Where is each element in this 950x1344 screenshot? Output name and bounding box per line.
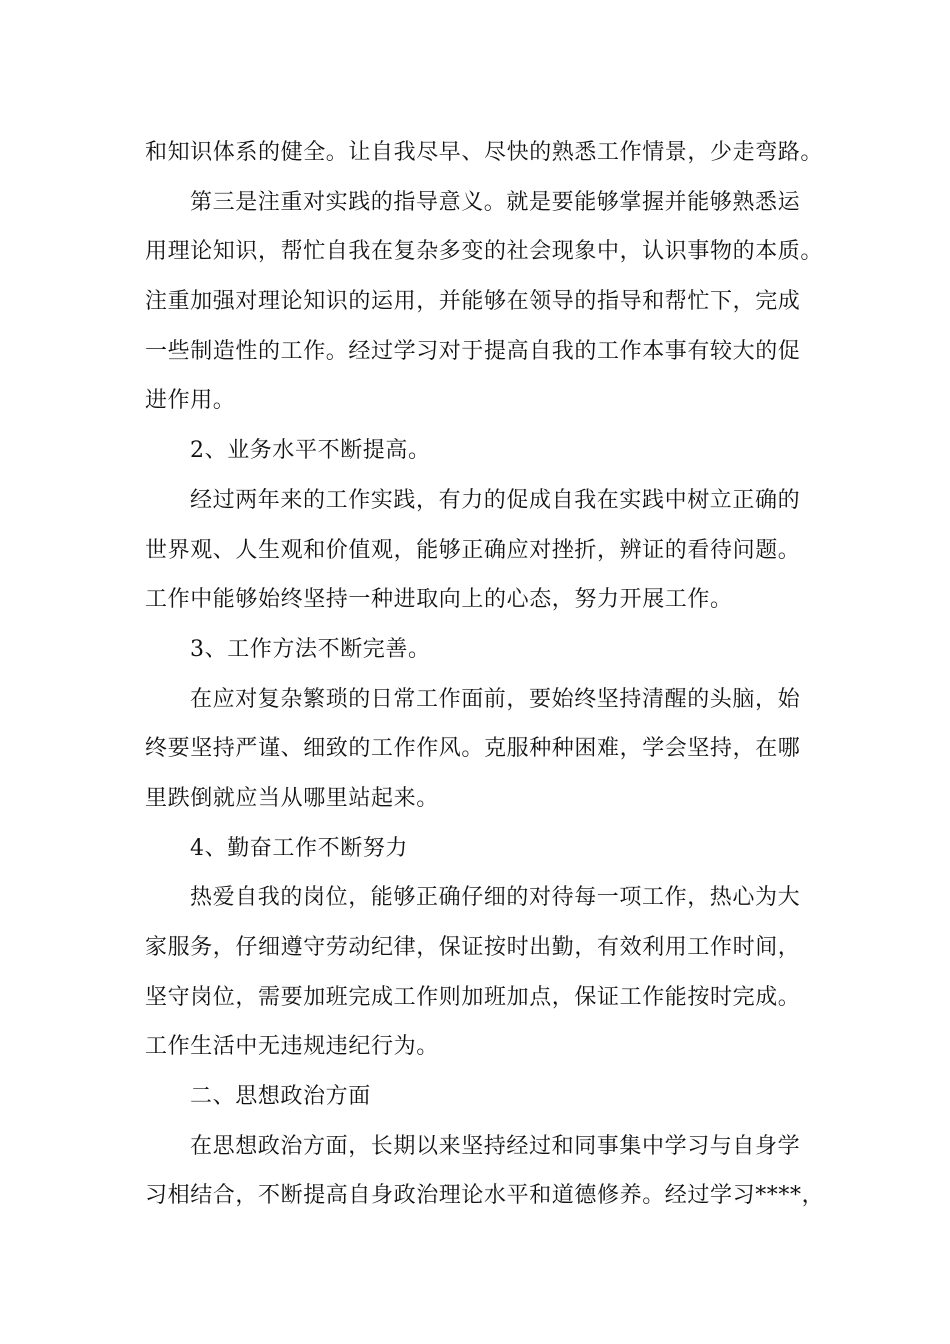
text-line: 一些制造性的工作。经过学习对于提高自我的工作本事有较大的促 (145, 338, 801, 364)
text-line: 工作生活中无违规违纪行为。 (145, 1034, 439, 1060)
text-line: 工作中能够始终坚持一种进取向上的心态，努力开展工作。 (145, 587, 733, 613)
text-line: 注重加强对理论知识的运用，并能够在领导的指导和帮忙下，完成 (145, 289, 801, 315)
text-line: 家服务，仔细遵守劳动纪律，保证按时出勤，有效利用工作时间， (145, 935, 801, 960)
text-line: 里跌倒就应当从哪里站起来。 (145, 785, 439, 811)
text-line: 终要坚持严谨、细致的工作作风。克服种种困难，学会坚持，在哪 (145, 736, 801, 762)
section-heading: 3、工作方法不断完善。 (190, 636, 431, 662)
text-line: 世界观、人生观和价值观，能够正确应对挫折，辨证的看待问题。 (145, 537, 801, 563)
document-body (145, 128, 825, 1221)
text-line: 热爱自我的岗位，能够正确仔细的对待每一项工作，热心为大 (190, 885, 801, 911)
text-line: 在思想政治方面，长期以来坚持经过和同事集中学习与自身学 (190, 1133, 801, 1159)
text-line: 和知识体系的健全。让自我尽早、尽快的熟悉工作情景，少走弯路。 (145, 140, 824, 165)
text-line: 进作用。 (145, 388, 236, 414)
text-line: 习相结合，不断提高自身政治理论水平和道德修养。经过学习****， (145, 1183, 825, 1209)
text-line: 坚守岗位，需要加班完成工作则加班加点，保证工作能按时完成。 (145, 984, 801, 1010)
text-line: 第三是注重对实践的指导意义。就是要能够掌握并能够熟悉运 (190, 189, 801, 215)
section-heading: 2、业务水平不断提高。 (190, 438, 431, 464)
text-line: 用理论知识，帮忙自我在复杂多变的社会现象中，认识事物的本质。 (145, 239, 824, 265)
section-heading: 4、勤奋工作不断努力 (190, 835, 408, 861)
text-line: 在应对复杂繁琐的日常工作面前，要始终坚持清醒的头脑，始 (190, 686, 801, 712)
section-heading: 二、思想政治方面 (190, 1084, 371, 1110)
text-line: 经过两年来的工作实践，有力的促成自我在实践中树立正确的 (190, 487, 801, 513)
